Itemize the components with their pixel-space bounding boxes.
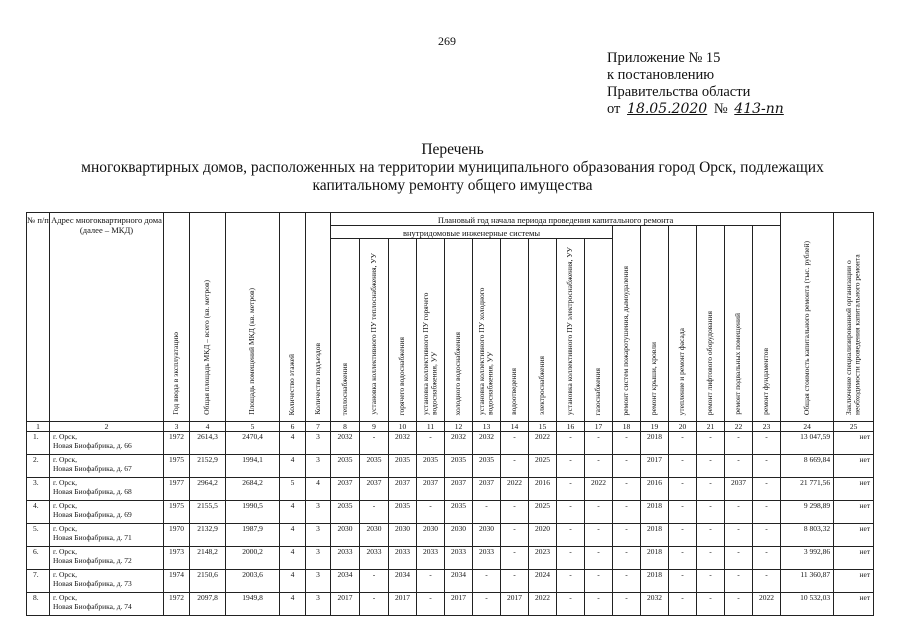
header-c17: газоснабжения (585, 239, 613, 422)
cell-c14: - (501, 501, 529, 524)
cell-c14: 2017 (501, 593, 529, 616)
cell-c16: - (557, 501, 585, 524)
cell-entr: 3 (306, 570, 331, 593)
header-conclusion: Заключение специализированной организации о необходимости проведения капитального ремонта (834, 213, 874, 422)
cell-year: 1975 (164, 501, 190, 524)
cell-premises: 2003,6 (226, 570, 280, 593)
header-entrances: Количество подъездов (306, 213, 331, 422)
cell-c22: - (725, 501, 753, 524)
address-cell (50, 524, 164, 547)
cell-c11: 2033 (417, 547, 445, 570)
cell-c15: 2025 (529, 455, 557, 478)
cell-c11: - (417, 501, 445, 524)
header-c9: установка коллективного ПУ теплоснабжения, УУ (360, 239, 389, 422)
cell-c10: 2037 (389, 478, 417, 501)
cell-c9: - (360, 593, 389, 616)
cell-c15: 2022 (529, 593, 557, 616)
cell-c23: - (753, 501, 781, 524)
table-row (27, 524, 874, 547)
address-cell (50, 593, 164, 616)
column-numbers-row (27, 422, 874, 432)
cell-concl: нет (834, 593, 874, 616)
cell-concl: нет (834, 455, 874, 478)
cell-c16: - (557, 432, 585, 455)
cell-cost: 21 771,56 (781, 478, 834, 501)
column-number: 10 (389, 422, 417, 432)
table-row (27, 432, 874, 455)
appendix-date-line (607, 101, 787, 118)
cell-c8: 2033 (331, 547, 360, 570)
cell-c10: 2034 (389, 570, 417, 593)
cell-entr: 3 (306, 455, 331, 478)
row-number: 4. (27, 501, 50, 524)
cell-c18: - (613, 455, 641, 478)
cell-c19: 2016 (641, 478, 669, 501)
cell-c14: 2022 (501, 478, 529, 501)
title-line-1: Перечень (421, 141, 484, 158)
column-number: 12 (445, 422, 473, 432)
cell-premises: 1949,8 (226, 593, 280, 616)
column-number: 9 (360, 422, 389, 432)
cell-c12: 2037 (445, 478, 473, 501)
cell-c22: - (725, 570, 753, 593)
cell-c9: 2030 (360, 524, 389, 547)
header-floors: Количество этажей (280, 213, 306, 422)
cell-c20: - (669, 593, 697, 616)
row-number: 5. (27, 524, 50, 547)
cell-c22: - (725, 547, 753, 570)
cell-entr: 4 (306, 478, 331, 501)
cell-c9: - (360, 432, 389, 455)
cell-year: 1970 (164, 524, 190, 547)
number-label: № (713, 101, 728, 117)
cell-c20: - (669, 478, 697, 501)
cell-c18: - (613, 501, 641, 524)
row-number: 2. (27, 455, 50, 478)
cell-c17: - (585, 501, 613, 524)
cell-concl: нет (834, 524, 874, 547)
header-c11: установка коллективного ПУ горячего водоснабжения, УУ (417, 239, 445, 422)
cell-total: 2152,9 (190, 455, 226, 478)
cell-concl: нет (834, 547, 874, 570)
cell-c10: 2032 (389, 432, 417, 455)
cell-c9: 2033 (360, 547, 389, 570)
column-number: 4 (190, 422, 226, 432)
column-number: 17 (585, 422, 613, 432)
address-street: Новая Биофабрика, д. 69 (53, 510, 132, 519)
cell-c12: 2033 (445, 547, 473, 570)
cell-c17: 2022 (585, 478, 613, 501)
address-street: Новая Биофабрика, д. 67 (53, 464, 132, 473)
appendix-line-3: Правительства области (607, 84, 751, 100)
cell-c21: - (697, 524, 725, 547)
cell-c15: 2020 (529, 524, 557, 547)
cell-entr: 3 (306, 593, 331, 616)
address-cell (50, 501, 164, 524)
address-street: Новая Биофабрика, д. 66 (53, 441, 132, 450)
column-number: 2 (50, 422, 164, 432)
cell-c13: 2035 (473, 455, 501, 478)
cell-c16: - (557, 593, 585, 616)
cell-c16: - (557, 570, 585, 593)
cell-concl: нет (834, 478, 874, 501)
header-c8: теплоснабжения (331, 239, 360, 422)
appendix-line-1: Приложение № 15 (607, 50, 721, 66)
address-city: г. Орск, (53, 524, 77, 533)
header-c13: установка коллективного ПУ холодного водоснабжения, УУ (473, 239, 501, 422)
cell-premises: 1994,1 (226, 455, 280, 478)
cell-c14: - (501, 524, 529, 547)
column-number: 11 (417, 422, 445, 432)
cell-c8: 2034 (331, 570, 360, 593)
cell-c13: 2037 (473, 478, 501, 501)
column-number: 15 (529, 422, 557, 432)
cell-premises: 2684,2 (226, 478, 280, 501)
header-c16: установка коллективного ПУ электроснабжения, УУ (557, 239, 585, 422)
row-number: 8. (27, 593, 50, 616)
resolution-number: 413-пп (734, 101, 784, 117)
cell-cost: 13 047,59 (781, 432, 834, 455)
cell-c23: - (753, 455, 781, 478)
cell-c21: - (697, 570, 725, 593)
cell-floors: 4 (280, 455, 306, 478)
header-c18: ремонт систем пожаротушения, дымоудаления (613, 226, 641, 422)
cell-c10: 2017 (389, 593, 417, 616)
header-c23: ремонт фундаментов (753, 226, 781, 422)
cell-c13: - (473, 501, 501, 524)
column-number: 19 (641, 422, 669, 432)
cell-c19: 2018 (641, 570, 669, 593)
cell-premises: 2000,2 (226, 547, 280, 570)
header-internal-systems: внутридомовые инженерные системы (331, 226, 613, 239)
cell-c19: 2018 (641, 432, 669, 455)
cell-c16: - (557, 455, 585, 478)
cell-c18: - (613, 524, 641, 547)
cell-c18: - (613, 547, 641, 570)
cell-c19: 2018 (641, 547, 669, 570)
cell-year: 1975 (164, 455, 190, 478)
address-cell (50, 455, 164, 478)
column-number: 6 (280, 422, 306, 432)
address-city: г. Орск, (53, 432, 77, 441)
address-street: Новая Биофабрика, д. 74 (53, 602, 132, 611)
cell-year: 1974 (164, 570, 190, 593)
header-c14: водоотведения (501, 239, 529, 422)
header-c12: холодного водоснабжения (445, 239, 473, 422)
address-city: г. Орск, (53, 478, 77, 487)
cell-floors: 4 (280, 593, 306, 616)
cell-cost: 8 803,32 (781, 524, 834, 547)
cell-c21: - (697, 432, 725, 455)
header-address: Адрес многоквартирного дома (далее – МКД) (50, 213, 164, 422)
cell-floors: 5 (280, 478, 306, 501)
cell-c12: 2030 (445, 524, 473, 547)
page-number: 269 (438, 34, 456, 48)
cell-c19: 2018 (641, 524, 669, 547)
column-number: 24 (781, 422, 834, 432)
cell-c12: 2032 (445, 432, 473, 455)
cell-c12: 2035 (445, 455, 473, 478)
column-number: 18 (613, 422, 641, 432)
cell-total: 2155,5 (190, 501, 226, 524)
column-number: 16 (557, 422, 585, 432)
cell-c17: - (585, 455, 613, 478)
cell-concl: нет (834, 432, 874, 455)
row-number: 1. (27, 432, 50, 455)
column-number: 22 (725, 422, 753, 432)
cell-c9: 2037 (360, 478, 389, 501)
cell-c21: - (697, 478, 725, 501)
cell-c13: - (473, 570, 501, 593)
cell-c12: 2034 (445, 570, 473, 593)
cell-c11: 2037 (417, 478, 445, 501)
cell-c8: 2035 (331, 455, 360, 478)
header-cost: Общая стоимость капитального ремонта (тыс. рублей) (781, 213, 834, 422)
table-row (27, 570, 874, 593)
header-c21: ремонт лифтового оборудования (697, 226, 725, 422)
cell-year: 1972 (164, 593, 190, 616)
cell-cost: 8 669,84 (781, 455, 834, 478)
cell-premises: 1987,9 (226, 524, 280, 547)
cell-entr: 3 (306, 524, 331, 547)
cell-c22: - (725, 432, 753, 455)
address-cell (50, 432, 164, 455)
header-c15: электроснабжения (529, 239, 557, 422)
cell-c23: - (753, 478, 781, 501)
cell-concl: нет (834, 501, 874, 524)
cell-premises: 2470,4 (226, 432, 280, 455)
cell-c20: - (669, 547, 697, 570)
header-c10: горячего водоснабжения (389, 239, 417, 422)
cell-entr: 3 (306, 501, 331, 524)
cell-c23: 2022 (753, 593, 781, 616)
cell-c14: - (501, 455, 529, 478)
cell-cost: 9 298,89 (781, 501, 834, 524)
table-row (27, 478, 874, 501)
column-number: 3 (164, 422, 190, 432)
cell-c8: 2017 (331, 593, 360, 616)
houses-table (26, 212, 874, 616)
cell-c9: - (360, 570, 389, 593)
cell-c20: - (669, 455, 697, 478)
cell-c22: - (725, 455, 753, 478)
header-num: № п/п (27, 213, 50, 422)
header-year: Год ввода в эксплуатацию (164, 213, 190, 422)
cell-cost: 3 992,86 (781, 547, 834, 570)
cell-c16: - (557, 478, 585, 501)
address-cell (50, 570, 164, 593)
cell-c20: - (669, 524, 697, 547)
address-street: Новая Биофабрика, д. 72 (53, 556, 132, 565)
row-number: 7. (27, 570, 50, 593)
address-cell (50, 478, 164, 501)
column-number: 8 (331, 422, 360, 432)
cell-c22: - (725, 524, 753, 547)
header-c22: ремонт подвальных помещений (725, 226, 753, 422)
header-c20: утепление и ремонт фасада (669, 226, 697, 422)
cell-c15: 2016 (529, 478, 557, 501)
table-row (27, 501, 874, 524)
cell-c11: - (417, 593, 445, 616)
cell-c8: 2030 (331, 524, 360, 547)
address-street: Новая Биофабрика, д. 71 (53, 533, 132, 542)
cell-c19: 2018 (641, 501, 669, 524)
cell-floors: 4 (280, 524, 306, 547)
address-city: г. Орск, (53, 547, 77, 556)
column-number: 20 (669, 422, 697, 432)
column-number: 21 (697, 422, 725, 432)
cell-year: 1977 (164, 478, 190, 501)
appendix-line-2: к постановлению (607, 67, 715, 83)
cell-c9: - (360, 501, 389, 524)
cell-c19: 2032 (641, 593, 669, 616)
cell-year: 1972 (164, 432, 190, 455)
cell-c17: - (585, 570, 613, 593)
cell-c9: 2035 (360, 455, 389, 478)
cell-c10: 2035 (389, 455, 417, 478)
cell-c17: - (585, 524, 613, 547)
cell-c17: - (585, 432, 613, 455)
cell-cost: 11 360,87 (781, 570, 834, 593)
cell-c14: - (501, 432, 529, 455)
cell-c23: - (753, 432, 781, 455)
cell-floors: 4 (280, 570, 306, 593)
cell-c17: - (585, 593, 613, 616)
cell-c8: 2037 (331, 478, 360, 501)
address-city: г. Орск, (53, 570, 77, 579)
column-number: 7 (306, 422, 331, 432)
cell-c14: - (501, 547, 529, 570)
cell-premises: 1990,5 (226, 501, 280, 524)
cell-floors: 4 (280, 432, 306, 455)
cell-floors: 4 (280, 547, 306, 570)
cell-c10: 2035 (389, 501, 417, 524)
column-number: 14 (501, 422, 529, 432)
cell-c21: - (697, 455, 725, 478)
cell-c8: 2035 (331, 501, 360, 524)
cell-c11: 2035 (417, 455, 445, 478)
header-total-area: Общая площадь МКД – всего (кв. метров) (190, 213, 226, 422)
table-row (27, 547, 874, 570)
cell-c13: 2030 (473, 524, 501, 547)
column-number: 1 (27, 422, 50, 432)
cell-c14: - (501, 570, 529, 593)
resolution-date: 18.05.2020 (627, 101, 708, 117)
cell-c16: - (557, 547, 585, 570)
cell-c20: - (669, 570, 697, 593)
row-number: 6. (27, 547, 50, 570)
cell-total: 2614,3 (190, 432, 226, 455)
cell-entr: 3 (306, 432, 331, 455)
cell-total: 2132,9 (190, 524, 226, 547)
cell-total: 2150,6 (190, 570, 226, 593)
address-cell (50, 547, 164, 570)
cell-c13: 2032 (473, 432, 501, 455)
header-premises-area: Площадь помещений МКД (кв. метров) (226, 213, 280, 422)
row-number: 3. (27, 478, 50, 501)
cell-c19: 2017 (641, 455, 669, 478)
cell-c22: - (725, 593, 753, 616)
cell-concl: нет (834, 570, 874, 593)
cell-c21: - (697, 547, 725, 570)
column-number: 23 (753, 422, 781, 432)
cell-total: 2964,2 (190, 478, 226, 501)
address-street: Новая Биофабрика, д. 73 (53, 579, 132, 588)
title-line-2: многоквартирных домов, расположенных на территории муниципального образования город Орск, подлежащих капитальному ремонту общего имущества (81, 159, 824, 194)
cell-c21: - (697, 501, 725, 524)
cell-c20: - (669, 501, 697, 524)
address-city: г. Орск, (53, 593, 77, 602)
column-number: 13 (473, 422, 501, 432)
cell-c18: - (613, 570, 641, 593)
cell-c15: 2022 (529, 432, 557, 455)
cell-c11: - (417, 570, 445, 593)
cell-c13: 2033 (473, 547, 501, 570)
cell-c15: 2023 (529, 547, 557, 570)
cell-c23: - (753, 524, 781, 547)
cell-total: 2148,2 (190, 547, 226, 570)
cell-c15: 2025 (529, 501, 557, 524)
cell-c13: - (473, 593, 501, 616)
table-row (27, 593, 874, 616)
cell-c12: 2035 (445, 501, 473, 524)
cell-c18: - (613, 478, 641, 501)
cell-c20: - (669, 432, 697, 455)
address-city: г. Орск, (53, 501, 77, 510)
cell-c21: - (697, 593, 725, 616)
cell-c18: - (613, 593, 641, 616)
header-plan-year: Плановый год начала периода проведения капитального ремонта (331, 213, 781, 226)
cell-c8: 2032 (331, 432, 360, 455)
table-row (27, 455, 874, 478)
document-title (0, 141, 905, 195)
address-street: Новая Биофабрика, д. 68 (53, 487, 132, 496)
column-number: 25 (834, 422, 874, 432)
address-city: г. Орск, (53, 455, 77, 464)
cell-c22: 2037 (725, 478, 753, 501)
from-label: от (607, 101, 621, 117)
cell-c11: 2030 (417, 524, 445, 547)
cell-total: 2097,8 (190, 593, 226, 616)
cell-c16: - (557, 524, 585, 547)
cell-c10: 2030 (389, 524, 417, 547)
cell-c23: - (753, 570, 781, 593)
cell-c11: - (417, 432, 445, 455)
cell-c23: - (753, 547, 781, 570)
cell-entr: 3 (306, 547, 331, 570)
cell-year: 1973 (164, 547, 190, 570)
cell-cost: 10 532,03 (781, 593, 834, 616)
cell-c17: - (585, 547, 613, 570)
header-c19: ремонт крыши, кровли (641, 226, 669, 422)
appendix-block (607, 50, 787, 118)
column-number: 5 (226, 422, 280, 432)
cell-floors: 4 (280, 501, 306, 524)
cell-c15: 2024 (529, 570, 557, 593)
cell-c18: - (613, 432, 641, 455)
cell-c10: 2033 (389, 547, 417, 570)
cell-c12: 2017 (445, 593, 473, 616)
